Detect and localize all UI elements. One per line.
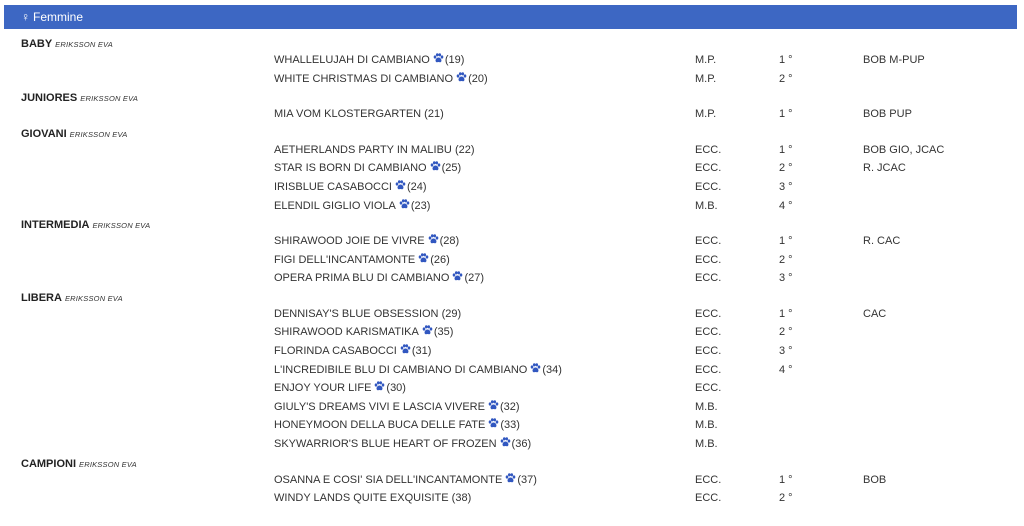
- catalog-number: (22): [454, 144, 475, 156]
- placement: 2 °: [779, 73, 793, 85]
- judge-name: ERIKSSON EVA: [55, 40, 114, 49]
- qualification: ECC.: [695, 345, 722, 357]
- catalog-number: (38): [451, 492, 472, 504]
- class-name: GIOVANI: [21, 128, 67, 140]
- dog-entry: [274, 379, 406, 397]
- paw-icon: [422, 326, 433, 338]
- dog-entry: [274, 70, 488, 88]
- result-row: [0, 232, 1024, 250]
- award: BOB GIO, JCAC: [863, 144, 945, 156]
- result-row: [0, 70, 1024, 88]
- catalog-number: (37): [517, 474, 537, 486]
- paw-icon: [395, 181, 406, 193]
- dog-entry: [274, 471, 537, 489]
- dog-entry: [274, 361, 562, 379]
- placement: 4 °: [779, 200, 793, 212]
- placement: 3 °: [779, 345, 793, 357]
- dog-name[interactable]: GIULY'S DREAMS VIVI E LASCIA VIVERE: [274, 401, 485, 413]
- dog-entry: [274, 232, 459, 250]
- dog-name[interactable]: AETHERLANDS PARTY IN MALIBU: [274, 144, 452, 156]
- result-row: [0, 251, 1024, 269]
- award: BOB: [863, 474, 887, 486]
- dog-entry: [274, 269, 484, 287]
- qualification: ECC.: [695, 308, 722, 320]
- award: R. JCAC: [863, 162, 906, 174]
- paw-icon: [399, 200, 410, 212]
- result-row: [0, 105, 1024, 123]
- award: BOB M-PUP: [863, 54, 925, 66]
- placement: 2 °: [779, 492, 793, 504]
- header-title: Femmine: [33, 10, 84, 24]
- dog-entry: [274, 305, 461, 323]
- catalog-number: (23): [410, 200, 431, 212]
- paw-icon: [433, 54, 444, 66]
- placement: 2 °: [779, 326, 793, 338]
- placement: 2 °: [779, 254, 793, 266]
- paw-icon: [456, 73, 467, 85]
- dog-entry: [274, 323, 453, 341]
- result-row: [0, 398, 1024, 416]
- judge-name: ERIKSSON EVA: [80, 94, 139, 103]
- award: BOB PUP: [863, 108, 912, 120]
- catalog-number: (28): [439, 235, 460, 247]
- section-header-femmine: [4, 5, 1017, 29]
- placement: 1 °: [779, 235, 793, 247]
- qualification: M.B.: [695, 401, 718, 413]
- dog-name[interactable]: STAR IS BORN DI CAMBIANO: [274, 162, 427, 174]
- qualification: ECC.: [695, 326, 722, 338]
- dog-entry: [274, 489, 471, 507]
- catalog-number: (20): [468, 73, 488, 85]
- class-heading-intermedia: [21, 218, 150, 233]
- class-name: BABY: [21, 38, 53, 50]
- judge-name: ERIKSSON EVA: [92, 221, 151, 230]
- judge-name: ERIKSSON EVA: [79, 460, 137, 469]
- dog-name[interactable]: WHITE CHRISTMAS DI CAMBIANO: [274, 73, 454, 85]
- catalog-number: (36): [511, 438, 532, 450]
- placement: 1 °: [779, 54, 793, 66]
- result-row: [0, 323, 1024, 341]
- catalog-number: (32): [499, 401, 520, 413]
- qualification: ECC.: [695, 181, 722, 193]
- paw-icon: [418, 254, 429, 266]
- dog-entry: [274, 159, 461, 177]
- catalog-number: (19): [444, 54, 465, 66]
- result-row: [0, 178, 1024, 196]
- placement: 3 °: [779, 272, 793, 284]
- dog-name[interactable]: MIA VOM KLOSTERGARTEN: [274, 108, 422, 120]
- dog-name[interactable]: FIGI DELL'INCANTAMONTE: [274, 254, 416, 266]
- qualification: ECC.: [695, 474, 722, 486]
- result-row: [0, 342, 1024, 360]
- placement: 1 °: [779, 144, 793, 156]
- paw-icon: [374, 382, 385, 394]
- qualification: M.P.: [695, 73, 717, 85]
- result-row: [0, 435, 1024, 453]
- qualification: ECC.: [695, 162, 722, 174]
- dog-name[interactable]: ELENDIL GIGLIO VIOLA: [274, 200, 396, 212]
- result-row: [0, 269, 1024, 287]
- dog-name[interactable]: SKYWARRIOR'S BLUE HEART OF FROZEN: [274, 438, 497, 450]
- dog-entry: [274, 105, 444, 123]
- catalog-number: (34): [542, 364, 562, 376]
- class-name: LIBERA: [21, 292, 62, 304]
- catalog-number: (21): [424, 108, 444, 120]
- dog-entry: [274, 51, 464, 69]
- catalog-number: (33): [500, 419, 520, 431]
- dog-name[interactable]: L'INCREDIBILE BLU DI CAMBIANO DI CAMBIANO: [274, 364, 528, 376]
- class-heading-campioni: [21, 457, 137, 472]
- dog-name[interactable]: HONEYMOON DELLA BUCA DELLE FATE: [274, 419, 486, 431]
- award: CAC: [863, 308, 887, 320]
- class-heading-giovani: [21, 127, 127, 142]
- paw-icon: [505, 474, 516, 486]
- catalog-number: (25): [441, 162, 462, 174]
- placement: 2 °: [779, 162, 793, 174]
- placement: 1 °: [779, 474, 793, 486]
- dog-entry: [274, 416, 520, 434]
- catalog-number: (35): [433, 326, 454, 338]
- paw-icon: [488, 419, 499, 431]
- result-row: [0, 361, 1024, 379]
- qualification: ECC.: [695, 254, 722, 266]
- catalog-number: (27): [464, 272, 484, 284]
- class-name: INTERMEDIA: [21, 219, 90, 231]
- paw-icon: [530, 364, 541, 376]
- judge-name: ERIKSSON EVA: [64, 294, 123, 303]
- placement: 1 °: [779, 108, 793, 120]
- qualification: ECC.: [695, 382, 722, 394]
- catalog-number: (26): [430, 254, 450, 266]
- qualification: M.B.: [695, 200, 718, 212]
- dog-name[interactable]: OSANNA E COSI' SIA DELL'INCANTAMONTE: [274, 474, 503, 486]
- qualification: ECC.: [695, 144, 722, 156]
- dog-name[interactable]: IRISBLUE CASABOCCI: [274, 181, 392, 193]
- catalog-number: (30): [386, 382, 406, 394]
- result-row: [0, 416, 1024, 434]
- qualification: ECC.: [695, 272, 722, 284]
- catalog-number: (24): [406, 181, 427, 193]
- class-name: CAMPIONI: [21, 458, 76, 470]
- dog-name[interactable]: ENJOY YOUR LIFE: [274, 382, 372, 394]
- result-row: [0, 51, 1024, 69]
- dog-entry: [274, 178, 427, 196]
- qualification: M.P.: [695, 54, 717, 66]
- qualification: M.B.: [695, 438, 718, 450]
- dog-name[interactable]: OPERA PRIMA BLU DI CAMBIANO: [274, 272, 450, 284]
- catalog-number: (31): [411, 345, 432, 357]
- venus-icon: ♀: [21, 10, 30, 24]
- paw-icon: [430, 162, 441, 174]
- paw-icon: [488, 401, 499, 413]
- result-row: [0, 379, 1024, 397]
- qualification: M.P.: [695, 108, 717, 120]
- qualification: M.B.: [695, 419, 718, 431]
- dog-entry: [274, 251, 450, 269]
- dog-name[interactable]: WINDY LANDS QUITE EXQUISITE: [274, 492, 449, 504]
- dog-entry: [274, 342, 431, 360]
- catalog-number: (29): [441, 308, 462, 320]
- result-row: [0, 159, 1024, 177]
- paw-icon: [428, 235, 439, 247]
- paw-icon: [500, 438, 511, 450]
- dog-entry: [274, 435, 531, 453]
- placement: 4 °: [779, 364, 793, 376]
- placement: 1 °: [779, 308, 793, 320]
- qualification: ECC.: [695, 235, 722, 247]
- result-row: [0, 305, 1024, 323]
- result-row: [0, 489, 1024, 507]
- result-row: [0, 471, 1024, 489]
- qualification: ECC.: [695, 492, 722, 504]
- paw-icon: [400, 345, 411, 357]
- placement: 3 °: [779, 181, 793, 193]
- dog-entry: [274, 197, 430, 215]
- dog-name[interactable]: SHIRAWOOD JOIE DE VIVRE: [274, 235, 425, 247]
- class-name: JUNIORES: [21, 92, 78, 104]
- dog-entry: [274, 398, 520, 416]
- qualification: ECC.: [695, 364, 722, 376]
- dog-name[interactable]: WHALLELUJAH DI CAMBIANO: [274, 54, 430, 66]
- dog-name[interactable]: DENNISAY'S BLUE OBSESSION: [274, 308, 439, 320]
- dog-name[interactable]: FLORINDA CASABOCCI: [274, 345, 397, 357]
- class-heading-juniores: [21, 91, 138, 106]
- class-heading-baby: [21, 37, 113, 52]
- dog-name[interactable]: SHIRAWOOD KARISMATIKA: [274, 326, 419, 338]
- class-heading-libera: [21, 291, 123, 306]
- award: R. CAC: [863, 235, 901, 247]
- dog-entry: [274, 141, 475, 159]
- paw-icon: [452, 272, 463, 284]
- judge-name: ERIKSSON EVA: [69, 130, 128, 139]
- result-row: [0, 197, 1024, 215]
- result-row: [0, 141, 1024, 159]
